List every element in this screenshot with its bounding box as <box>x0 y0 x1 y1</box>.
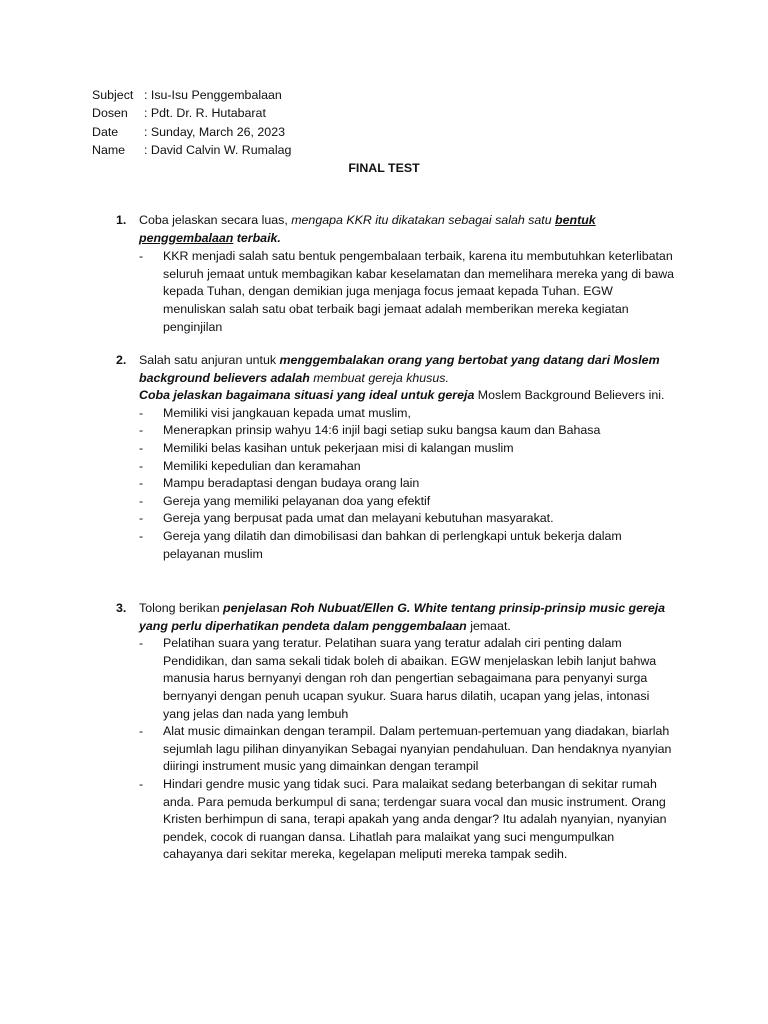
header-key: Dosen <box>92 106 128 121</box>
question-heading <box>116 212 676 247</box>
question-text <box>139 600 676 635</box>
list-item: - Gereja yang memiliki pelayanan doa yang efektif <box>116 493 676 511</box>
header-key: Name <box>92 143 126 158</box>
question-number: 1. <box>116 213 127 227</box>
question-text-bold: terbaik. <box>233 230 281 245</box>
question-text-plain: Coba jelaskan secara luas, <box>139 213 292 227</box>
question-heading <box>116 352 676 405</box>
answer-text: Memiliki visi jangkauan kepada umat muslim, <box>163 405 411 420</box>
question-text <box>139 352 676 405</box>
list-item: - Gereja yang dilatih dan dimobilisasi dan bahkan di perlengkapi untuk bekerja dalam pelayanan muslim <box>116 528 676 563</box>
answer-list <box>116 248 676 336</box>
question-heading <box>116 600 676 635</box>
answer-text: KKR menjadi salah satu bentuk pengembalaan terbaik, karena itu membutuhkan keterlibatan seluruh jemaat untuk membagikan kabar keselamatan dan memelihara mereka yang di bawa kepada Tuhan, dengan demikian juga menjaga focus jemaat kepada Tuhan. EGW menuliskan salah satu obat terbaik bagi jemaat adalah memberikan mereka kegiatan penginjilan <box>163 249 675 334</box>
list-item: - Gereja yang berpusat pada umat dan melayani kebutuhan masyarakat. <box>116 510 676 528</box>
answer-text: Memiliki kepedulian dan keramahan <box>163 458 361 473</box>
question-text-italic: membuat gereja khusus. <box>309 370 449 385</box>
page-title: FINAL TEST <box>348 161 420 175</box>
header-value: : Isu-Isu Penggembalaan <box>144 88 282 102</box>
list-item: - Memiliki belas kasihan untuk pekerjaan misi di kalangan muslim <box>116 440 676 458</box>
answer-list <box>116 635 676 864</box>
question-text <box>139 212 676 247</box>
question-text-bold: Coba jelaskan bagaimana situasi yang ideal untuk gereja <box>139 388 475 403</box>
list-item: - Memiliki kepedulian dan keramahan <box>116 458 676 476</box>
list-item: - Menerapkan prinsip wahyu 14:6 injil bagi setiap suku bangsa kaum dan Bahasa <box>116 422 676 440</box>
list-item: - Hindari gendre music yang tidak suci. Para malaikat sedang beterbangan di sekitar rumah anda. Para pemuda berkumpul di sana; terdengar suara vocal dan music instrument. Orang Kristen berhimpun di sana, terapi apakah yang anda dengar? Itu adalah nyanyian, nyanyian pendek, cocok di ruangan dansa. Lihatlah para malaikat yang suci mengumpulkan cahayanya dari sekitar mereka, kegelapan meliputi mereka tampak sedih. <box>116 776 676 864</box>
question-text-underlined: bentuk penggembalaan <box>139 213 596 245</box>
header-value: : Pdt. Dr. R. Hutabarat <box>144 106 266 121</box>
question-text-plain: jemaat. <box>466 618 511 633</box>
question-3 <box>116 600 676 864</box>
question-number: 3. <box>116 601 127 615</box>
question-number: 2. <box>116 353 127 367</box>
answer-text: Alat music dimainkan dengan terampil. Dalam pertemuan-pertemuan yang diadakan, biarlah sejumlah lagu pilihan dinyanyikan Sebagai nyanyian pendahuluan. Dan hendaknya nyanyian diiringi instrument music yang dimainkan dengan terampil <box>163 724 672 774</box>
header-row-subject <box>92 87 291 105</box>
header-row-dosen <box>92 105 291 123</box>
answer-text: Menerapkan prinsip wahyu 14:6 injil bagi setiap suku bangsa kaum dan Bahasa <box>163 423 601 438</box>
answer-text: Hindari gendre music yang tidak suci. Para malaikat sedang beterbangan di sekitar rumah anda. Para pemuda berkumpul di sana; terdengar suara vocal dan music instrument. Orang Kristen berhimpun di sana, terapi apakah yang anda dengar? Itu adalah nyanyian, nyanyian pendek, cocok di ruangan dansa. Lihatlah para malaikat yang suci mengumpulkan cahayanya dari sekitar mereka, kegelapan meliputi mereka tampak sedih. <box>163 776 667 862</box>
question-text-bold: penjelasan Roh Nubuat/Ellen G. White tentang prinsip-prinsip music gereja yang perlu diperhatikan pendeta dalam penggembalaan <box>139 601 666 633</box>
answer-text: Mampu beradaptasi dengan budaya orang lain <box>163 476 420 491</box>
answer-list <box>116 405 676 563</box>
question-2 <box>116 352 676 563</box>
answer-text: Gereja yang berpusat pada umat dan melayani kebutuhan masyarakat. <box>163 511 554 526</box>
list-item: - KKR menjadi salah satu bentuk pengembalaan terbaik, karena itu membutuhkan keterlibatan seluruh jemaat untuk membagikan kabar keselamatan dan memelihara mereka yang di bawa kepada Tuhan, dengan demikian juga menjaga focus jemaat kepada Tuhan. EGW menuliskan salah satu obat terbaik bagi jemaat adalah memberikan mereka kegiatan penginjilan <box>116 248 676 336</box>
list-item: - Alat music dimainkan dengan terampil. Dalam pertemuan-pertemuan yang diadakan, biarlah sejumlah lagu pilihan dinyanyikan Sebagai nyanyian pendahuluan. Dan hendaknya nyanyian diiringi instrument music yang dimainkan dengan terampil <box>116 723 676 776</box>
header-value: : Sunday, March 26, 2023 <box>144 124 285 139</box>
list-item: - Mampu beradaptasi dengan budaya orang lain <box>116 475 676 493</box>
list-item: - Memiliki visi jangkauan kepada umat muslim, <box>116 405 676 423</box>
list-item: - Pelatihan suara yang teratur. Pelatihan suara yang teratur adalah ciri penting dalam Pendidikan, dan sama sekali tidak boleh di abaikan. EGW menjelaskan lebih lanjut bahwa manusia harus bernyanyi dengan roh dan pengertian sebagaimana para penyanyi surga bernyanyi dengan penuh ucapan syukur. Suara harus dilatih, ucapan yang jelas, intonasi yang jelas dan nada yang lembuh <box>116 635 676 723</box>
answer-text: Pelatihan suara yang teratur. Pelatihan suara yang teratur adalah ciri penting dalam Pendidikan, dan sama sekali tidak boleh di abaikan. EGW menjelaskan lebih lanjut bahwa manusia harus bernyanyi dengan roh dan pengertian sebagaimana para penyanyi surga bernyanyi dengan penuh ucapan syukur. Suara harus dilatih, ucapan yang jelas, intonasi yang jelas dan nada yang lembuh <box>163 636 657 721</box>
header-key: Date <box>92 124 119 139</box>
question-text-plain: Salah satu anjuran untuk <box>139 353 280 367</box>
header-row-name <box>92 142 291 160</box>
question-text-italic: mengapa KKR itu dikatakan sebagai salah satu <box>291 213 556 227</box>
header-key: Subject <box>92 88 134 102</box>
header-value: : David Calvin W. Rumalag <box>144 143 292 158</box>
question-1 <box>116 212 676 336</box>
answer-text: Gereja yang dilatih dan dimobilisasi dan bahkan di perlengkapi untuk bekerja dalam pelayanan muslim <box>163 528 622 561</box>
header-row-date <box>92 124 291 142</box>
answer-text: Memiliki belas kasihan untuk pekerjaan misi di kalangan muslim <box>163 440 514 455</box>
question-text-plain: Moslem Background Believers ini. <box>474 388 665 403</box>
question-text-plain: Tolong berikan <box>139 601 224 615</box>
answer-text: Gereja yang memiliki pelayanan doa yang efektif <box>163 493 431 508</box>
document-header <box>92 87 291 161</box>
question-text-bold: menggembalakan orang yang bertobat yang datang dari Moslem background believers adalah <box>139 353 660 385</box>
